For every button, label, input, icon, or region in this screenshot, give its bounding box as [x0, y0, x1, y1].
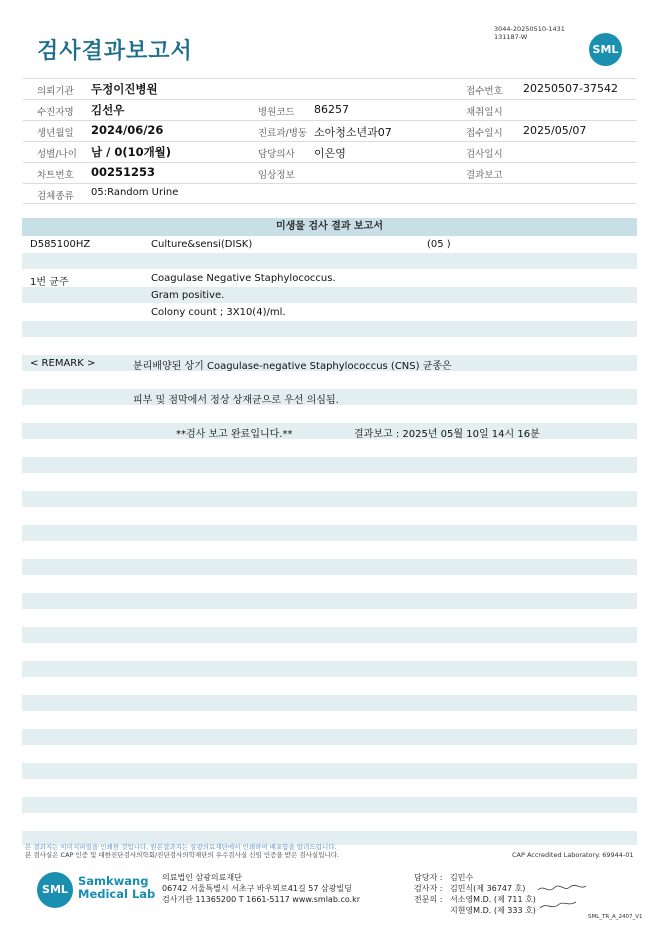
field-label: 병원코드	[258, 107, 295, 118]
field-value: 두정이진병원	[91, 82, 158, 96]
field-label: 채취일시	[466, 107, 503, 118]
organism-line: Gram positive.	[151, 290, 225, 301]
field-label: 생년월일	[37, 128, 74, 139]
band	[22, 763, 637, 779]
field-label: 검체종류	[37, 191, 74, 202]
band	[22, 457, 637, 473]
field-value: 이은영	[314, 147, 346, 160]
divider	[23, 183, 637, 184]
divider	[23, 141, 637, 142]
divider	[23, 99, 637, 100]
organism-line: Colony count ; 3X10(4)/ml.	[151, 307, 286, 318]
field-label: 결과보고	[466, 170, 503, 181]
organism-label: 1번 균주	[30, 277, 69, 288]
field-label: 접수번호	[466, 86, 503, 97]
band	[22, 253, 637, 269]
field-value: 김선우	[91, 103, 125, 117]
band	[22, 287, 637, 303]
test-code: D585100HZ	[30, 239, 91, 250]
report-title: 검사결과보고서	[37, 39, 193, 64]
field-label: 의뢰기관	[37, 86, 74, 97]
field-label: 차트번호	[37, 170, 74, 181]
signature-image	[536, 880, 594, 916]
band	[22, 321, 637, 337]
divider	[23, 120, 637, 121]
field-value: 20250507-37542	[523, 82, 618, 95]
test-name: Culture&sensi(DISK)	[151, 239, 253, 250]
remark-label: < REMARK >	[30, 358, 96, 369]
field-value: 86257	[314, 103, 349, 116]
band	[22, 525, 637, 541]
field-label: 담당의사	[258, 149, 295, 160]
field-value: 00251253	[91, 165, 156, 179]
footer-note: 본 검사실은 CAP 인증 및 대한진단검사의학회/진단검사의학재단의 우수검사실 신임 인증을 받은 검사실입니다.	[25, 851, 340, 859]
field-label: 진료과/병동	[258, 128, 308, 139]
band	[22, 695, 637, 711]
field-label: 검사일시	[466, 149, 503, 160]
staff-info: 담당자 : 김민수 검사자 : 김민식(제 36747 호) 전문의 : 서소영M.D. (제 711 호) 지현영M.D. (제 333 호)	[414, 873, 536, 915]
organization-info: 의료법인 삼광의료재단 06742 서울특별시 서초구 바우뫼로41길 57 삼광빌딩 검사기관 11365200 T 1661-5117 www.smlab.co.kr	[162, 873, 361, 904]
band	[22, 423, 637, 439]
document-id: 3044-20250510-1431 131187-W	[494, 25, 565, 41]
section-title: 미생물 검사 결과 보고서	[22, 218, 637, 236]
sml-logo: SML	[589, 33, 622, 66]
divider	[23, 203, 637, 204]
sml-logo: SML	[37, 872, 73, 908]
field-label: 성별/나이	[37, 149, 77, 160]
band	[22, 797, 637, 813]
field-label: 임상정보	[258, 170, 295, 181]
footer-note: 본 결과지는 이미지파일을 인쇄한 것입니다. 원본결과지는 삼광의료재단에서 인쇄하여 배포함을 알려드립니다.	[25, 843, 337, 851]
field-value: 2024/06/26	[91, 123, 164, 137]
band	[22, 559, 637, 575]
cap-accreditation: CAP Accredited Laboratory. 69944-01	[512, 851, 634, 859]
field-value: 05:Random Urine	[91, 187, 179, 198]
field-label: 접수일시	[466, 128, 503, 139]
field-label: 수진자명	[37, 107, 74, 118]
field-value: 남 / 0(10개월)	[91, 145, 172, 159]
remark-text: 피부 및 점막에서 정상 상재균으로 우선 의심됨.	[133, 395, 339, 406]
band	[22, 661, 637, 677]
field-value: 소아청소년과07	[314, 126, 392, 139]
organism-line: Coagulase Negative Staphylococcus.	[151, 273, 336, 284]
field-value: 2025/05/07	[523, 124, 587, 137]
band	[22, 627, 637, 643]
band	[22, 491, 637, 507]
remark-text: 분리배양된 상기 Coagulase-negative Staphylococcus (CNS) 균종은	[133, 361, 452, 372]
divider	[23, 78, 637, 79]
result-report-time: 결과보고 : 2025년 05월 10일 14시 16분	[354, 429, 540, 440]
test-number: (05 )	[427, 239, 451, 250]
band	[22, 729, 637, 745]
band	[22, 593, 637, 609]
divider	[23, 162, 637, 163]
brand-name: Samkwang Medical Lab	[78, 874, 156, 901]
report-complete: **검사 보고 완료입니다.**	[176, 429, 293, 440]
form-code: SML_TR_A_2407_V1	[588, 914, 643, 920]
